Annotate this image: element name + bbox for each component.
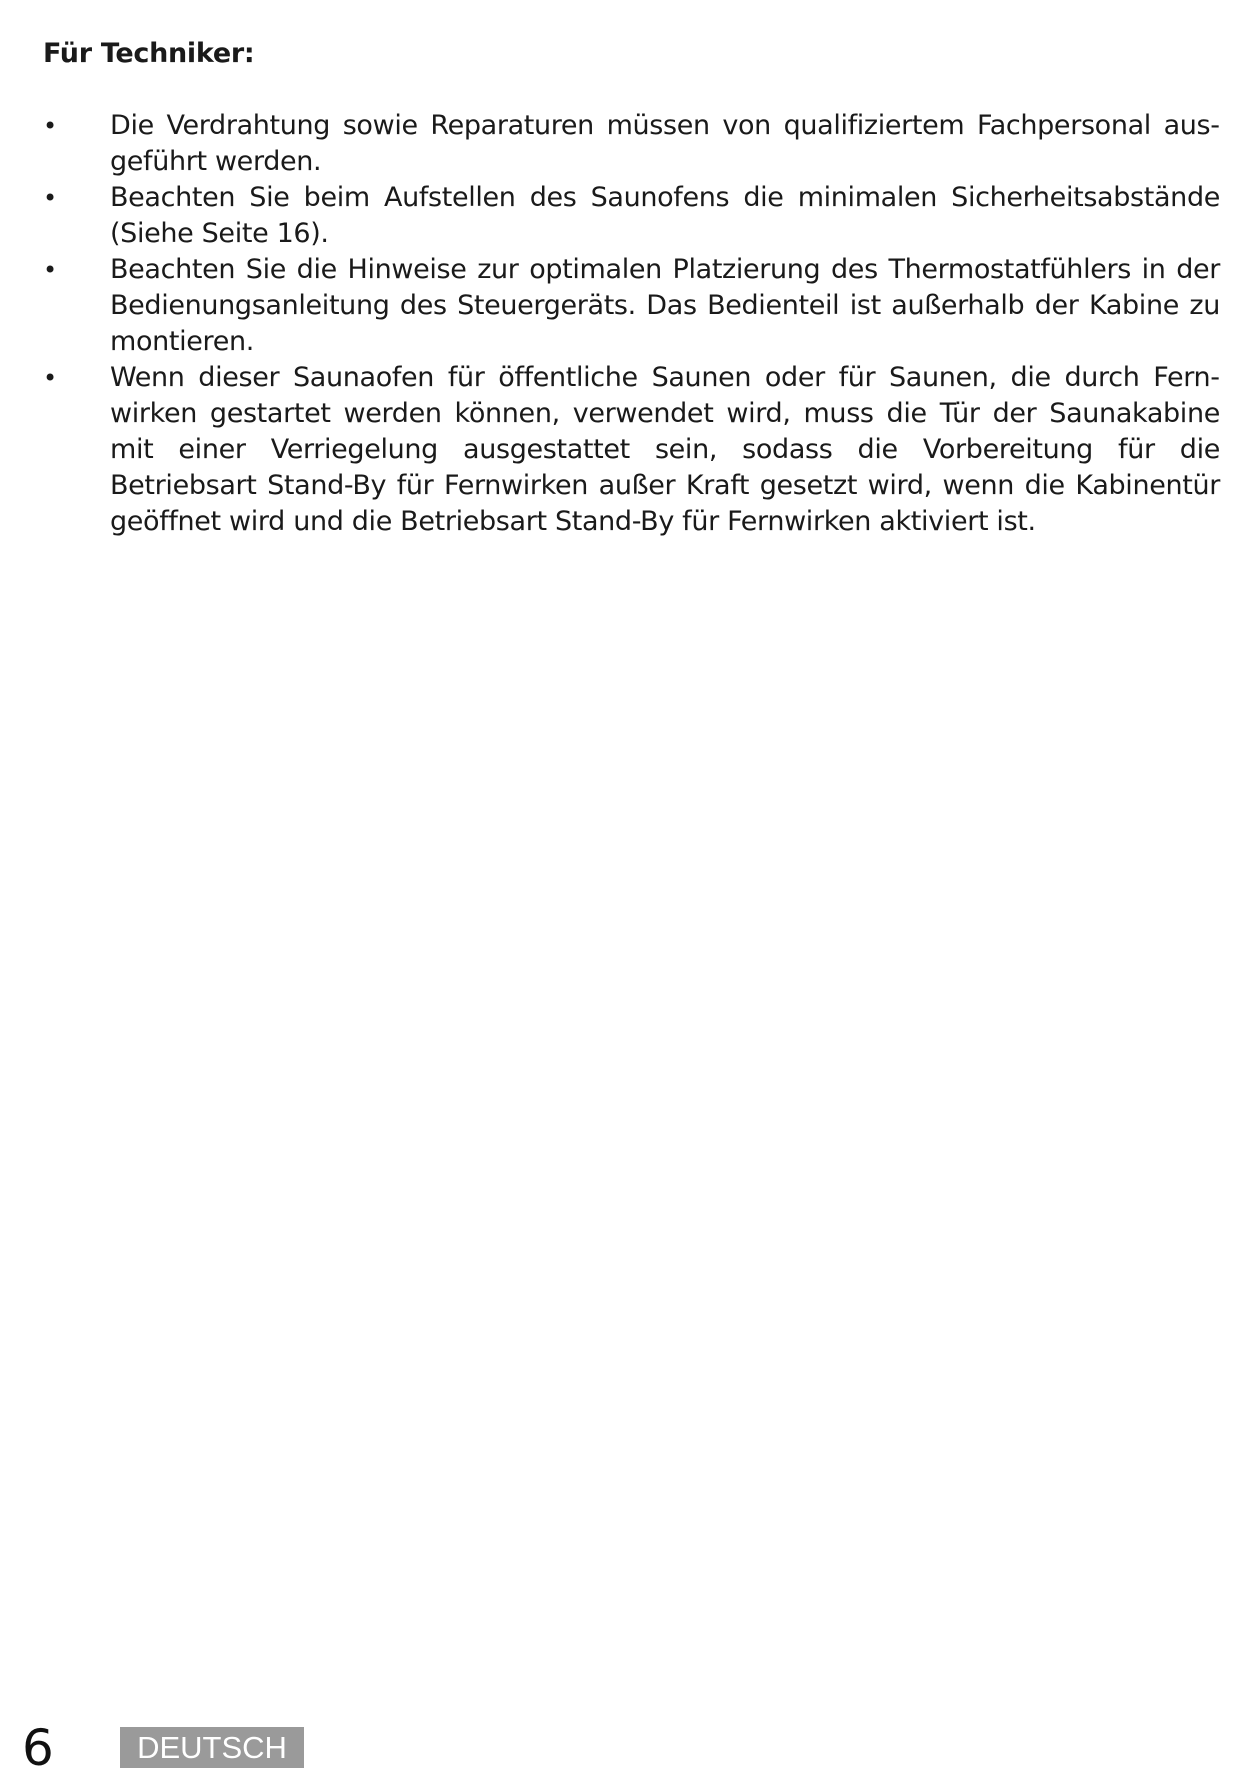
bullet: • [43, 184, 57, 212]
list-item [43, 108, 1220, 180]
instruction-list [43, 108, 1220, 540]
bullet: • [43, 256, 57, 284]
bullet: • [43, 364, 57, 392]
bullet: • [43, 112, 57, 140]
section-heading: Für Techniker: [43, 38, 255, 69]
language-badge: DEUTSCH [120, 1727, 304, 1768]
list-item-text: Beachten Sie beim Aufstellen des Saunofens die minimalen Sicherheitsabstände (Siehe Seite 16). [110, 182, 1220, 249]
list-item [43, 360, 1220, 540]
list-item-text: Beachten Sie die Hinweise zur optimalen Platzierung des Thermostatfühlers in der Bedienungsanleitung des Steuergeräts. Das Bedienteil ist außerhalb der Kabine zu montieren. [110, 254, 1220, 357]
list-item-text: Wenn dieser Saunaofen für öffentliche Saunen oder für Saunen, die durch Fernwirken gestartet werden können, verwendet wird, muss die Tür der Saunakabine mit einer Verriegelung ausgestattet sein, sodass die Vorbereitung für die Betriebsart Stand-By für Fernwirken außer Kraft gesetzt wird, wenn die Kabinentür geöffnet wird und die Betriebsart Stand-By für Fernwirken aktiviert ist. [110, 362, 1220, 537]
list-item [43, 252, 1220, 360]
list-item-text: Die Verdrahtung sowie Reparaturen müssen von qualifiziertem Fachpersonal ausgeführt werden. [110, 110, 1220, 177]
page-number: 6 [22, 1719, 54, 1777]
list-item [43, 180, 1220, 252]
